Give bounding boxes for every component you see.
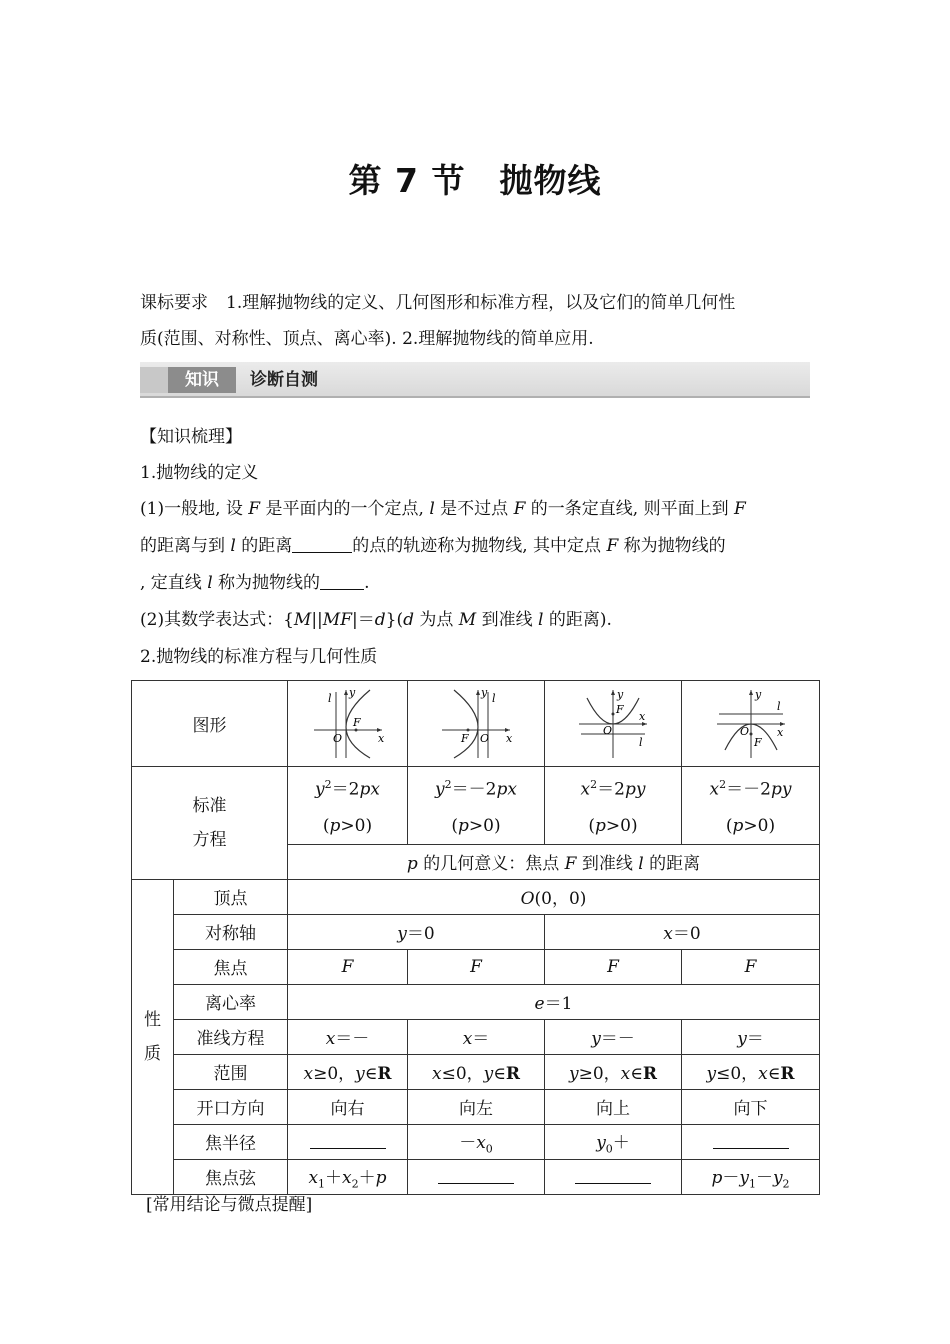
blank-radius-right[interactable] [310, 1132, 386, 1149]
focus-down: F [682, 949, 820, 984]
equation-right: $y^2=2px$ (p>0) [288, 767, 408, 845]
range-up: y≥0，x∈R [545, 1054, 682, 1089]
blank-directrix[interactable] [320, 573, 364, 590]
svg-text:O: O [332, 731, 342, 745]
focal-radius-down [682, 1124, 820, 1159]
requirements-line-2 [140, 328, 812, 350]
focal-chord-up [545, 1159, 682, 1194]
title-section-number: 第 7 节 [348, 161, 466, 200]
svg-text:F: F [753, 735, 762, 749]
section-heading: 【知识梳理】 [140, 427, 242, 447]
focus-up: F [545, 949, 682, 984]
opening-right: 向右 [288, 1089, 408, 1124]
banner-light-label: 诊断自测 [250, 370, 318, 390]
svg-text:y: y [617, 687, 624, 701]
parabola-up-icon [573, 686, 653, 762]
definition-line-1: (1)一般地, 设 F 是平面内的一个定点, l 是不过点 F 的一条定直线, 则平面上到 F [140, 499, 746, 519]
equation-heading: 2.抛物线的标准方程与几何性质 [140, 647, 378, 667]
svg-text:x: x [776, 725, 783, 739]
focus-right: F [288, 949, 408, 984]
definition-line-3: , 定直线 l 称为抛物线的 . [140, 573, 370, 593]
opening-up: 向上 [545, 1089, 682, 1124]
graph-down [682, 681, 820, 767]
eccentricity-label: 离心率 [174, 984, 288, 1019]
requirements-label: 课标要求 [140, 293, 208, 313]
figure-label: 图形 [132, 681, 288, 767]
standard-equation-label: 标准 方程 [132, 767, 288, 880]
graph-right [288, 681, 408, 767]
focal-chord-right: $x_1+x_2+p$ [288, 1159, 408, 1194]
footer-note: [常用结论与微点提醒] [146, 1195, 313, 1215]
svg-text:x: x [639, 709, 646, 723]
directrix-left: x＝ [408, 1019, 545, 1054]
focal-radius-left: $-x_0$ [408, 1124, 545, 1159]
svg-text:y: y [348, 685, 355, 699]
svg-text:F: F [616, 702, 624, 716]
range-label: 范围 [174, 1054, 288, 1089]
range-left: x≤0，y∈R [408, 1054, 545, 1089]
focal-radius-label: 焦半径 [174, 1124, 288, 1159]
svg-text:l: l [639, 735, 643, 749]
svg-text:O: O [739, 724, 749, 738]
svg-text:l: l [776, 699, 781, 713]
page-title [0, 155, 950, 202]
p-meaning: p 的几何意义：焦点 F 到准线 l 的距离 [288, 844, 820, 879]
focal-radius-right [288, 1124, 408, 1159]
svg-text:F: F [461, 731, 469, 745]
requirements-text-1: 1.理解抛物线的定义、几何图形和标准方程，以及它们的简单几何性 [226, 293, 736, 313]
svg-text:l: l [327, 691, 332, 705]
opening-left: 向左 [408, 1089, 545, 1124]
definition-heading: 1.抛物线的定义 [140, 463, 259, 483]
graph-up [545, 681, 682, 767]
directrix-down: y＝ [682, 1019, 820, 1054]
directrix-right: x＝－ [288, 1019, 408, 1054]
range-right: x≥0，y∈R [288, 1054, 408, 1089]
title-topic: 抛物线 [499, 161, 602, 200]
equation-down: $x^2=-2py$ (p>0) [682, 767, 820, 845]
svg-text:y: y [481, 685, 488, 699]
range-down: y≤0，x∈R [682, 1054, 820, 1089]
svg-text:x: x [377, 731, 384, 745]
banner-dark-label: 知识 [168, 367, 236, 393]
axis-value-vertical: x＝0 [545, 914, 820, 949]
opening-label: 开口方向 [174, 1089, 288, 1124]
svg-text:l: l [492, 691, 496, 705]
parabola-down-icon [711, 686, 791, 762]
eccentricity-value: e＝1 [288, 984, 820, 1019]
parabola-right-icon [308, 686, 388, 762]
parabola-properties-table [131, 680, 820, 1195]
focus-left: F [408, 949, 545, 984]
focal-radius-up: $y_0+$ [545, 1124, 682, 1159]
section-banner [140, 362, 810, 398]
parabola-left-icon [436, 686, 516, 762]
vertex-value: O(0，0) [288, 879, 820, 914]
focal-chord-down: $p-y_1-y_2$ [682, 1159, 820, 1194]
definition-line-2: 的距离与到 l 的距离 的点的轨迹称为抛物线, 其中定点 F 称为抛物线的 [140, 536, 726, 556]
svg-text:x: x [506, 731, 513, 745]
focal-chord-label: 焦点弦 [174, 1159, 288, 1194]
properties-label: 性 质 [132, 879, 174, 1194]
blank-equal[interactable] [292, 536, 352, 553]
requirements-text-2: 质(范围、对称性、顶点、离心率). 2.理解抛物线的简单应用. [140, 329, 594, 349]
requirements-line-1 [140, 292, 812, 314]
svg-text:F: F [352, 715, 361, 729]
focal-chord-left [408, 1159, 545, 1194]
equation-left: $y^2=-2px$ (p>0) [408, 767, 545, 845]
focus-label: 焦点 [174, 949, 288, 984]
axis-value-horizontal: y＝0 [288, 914, 545, 949]
svg-text:O: O [480, 731, 490, 745]
svg-text:O: O [603, 723, 613, 737]
opening-down: 向下 [682, 1089, 820, 1124]
blank-chord-up[interactable] [575, 1167, 651, 1184]
directrix-up: y＝－ [545, 1019, 682, 1054]
directrix-label: 准线方程 [174, 1019, 288, 1054]
graph-left [408, 681, 545, 767]
axis-label: 对称轴 [174, 914, 288, 949]
equation-up: $x^2=2py$ (p>0) [545, 767, 682, 845]
vertex-label: 顶点 [174, 879, 288, 914]
definition-line-4: (2)其数学表达式：{M||MF|＝d}(d 为点 M 到准线 l 的距离). [140, 610, 612, 630]
blank-radius-down[interactable] [713, 1132, 789, 1149]
banner-stripe [140, 367, 168, 393]
blank-chord-left[interactable] [438, 1167, 514, 1184]
svg-text:y: y [754, 687, 761, 701]
